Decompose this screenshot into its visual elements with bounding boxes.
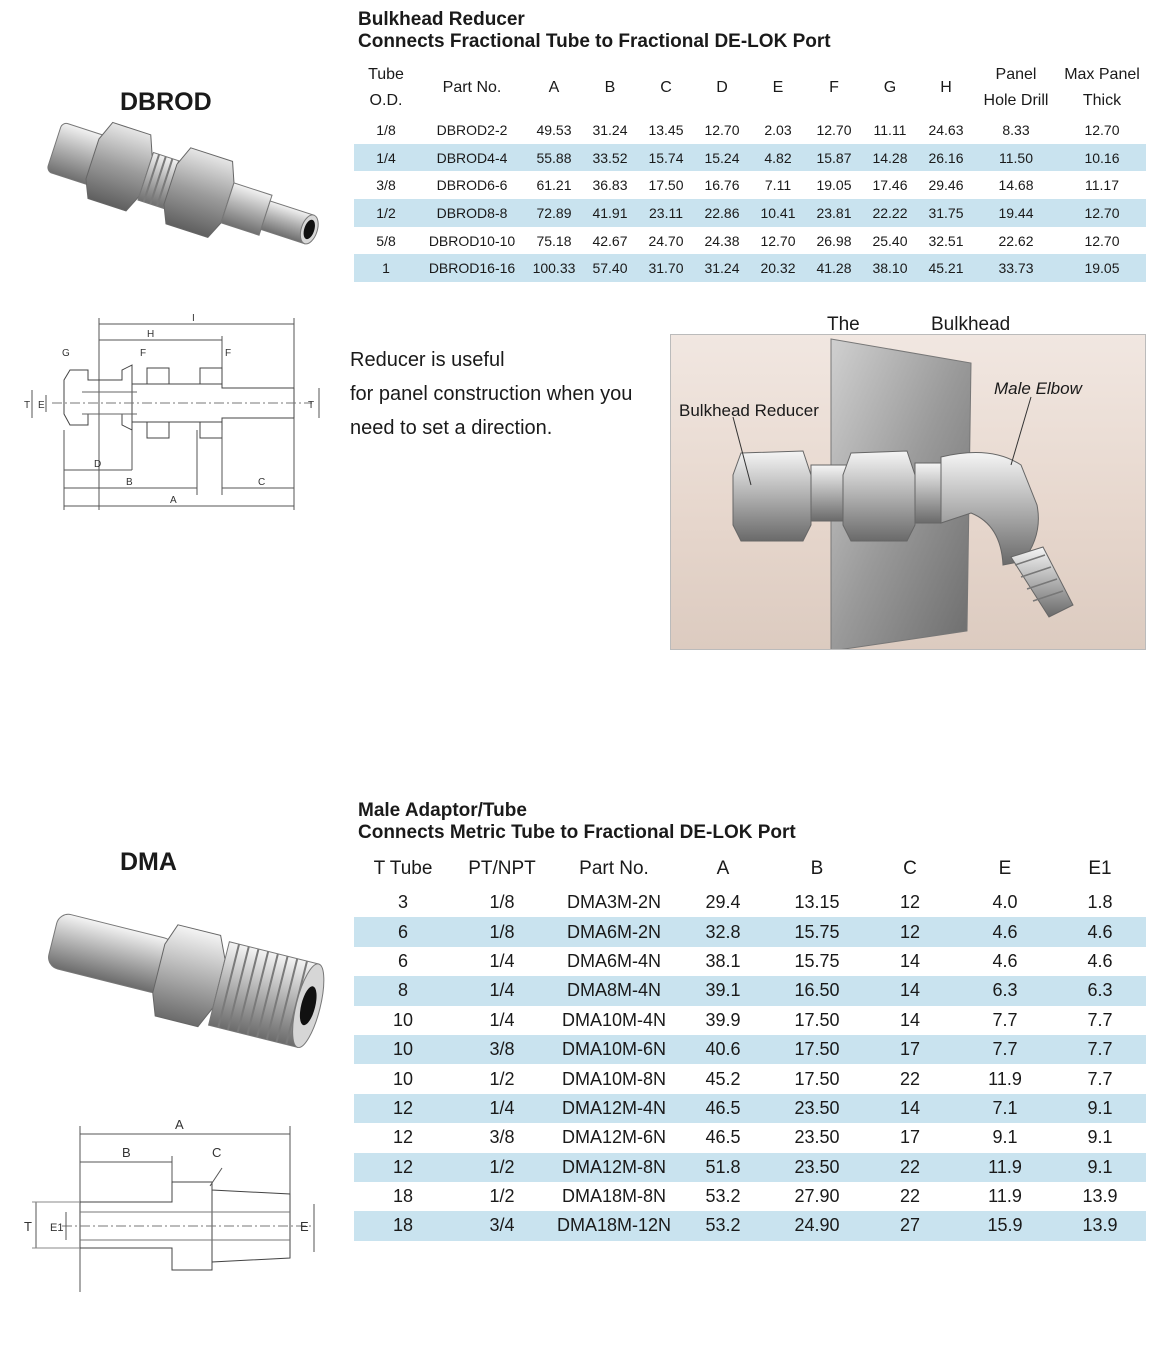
table-cell: DMA12M-6N: [561, 1127, 667, 1148]
table-cell: DMA18M-12N: [552, 1211, 676, 1240]
table-cell: 27.90: [794, 1186, 840, 1207]
table-cell: 4.6: [1087, 950, 1113, 971]
table-cell: 15.74: [638, 144, 694, 172]
table-cell: 75.18: [536, 232, 572, 249]
table-cell: DBROD16-16: [418, 254, 526, 282]
dim-label-f1: F: [140, 348, 147, 359]
table-cell: 13.9: [1082, 1186, 1118, 1207]
table-cell: 16.50: [770, 976, 864, 1005]
table-cell: 12: [354, 1094, 452, 1123]
dma-title: Male Adaptor/Tube: [358, 800, 527, 821]
table-cell: 36.83: [592, 177, 628, 194]
table-cell: 57.40: [582, 254, 638, 282]
table-cell: 15.75: [770, 917, 864, 946]
table-cell: 2.03: [764, 121, 792, 138]
table-cell: 39.9: [705, 1009, 741, 1030]
table-cell: 12.70: [704, 121, 740, 138]
table-cell: 9.1: [1054, 1094, 1146, 1123]
table-cell: 7.11: [764, 177, 792, 194]
table-row: [354, 171, 1146, 199]
table-cell: 1/2: [452, 1153, 552, 1182]
dim-label-b: B: [126, 477, 133, 488]
table-cell: 1/4: [489, 1009, 515, 1030]
table-cell: 100.33: [526, 254, 582, 282]
table-row: [354, 1094, 1146, 1123]
table-cell: 13.9: [1054, 1211, 1146, 1240]
table-cell: 9.1: [1087, 1127, 1113, 1148]
table-cell: 1/2: [489, 1186, 515, 1207]
table-cell: 12: [864, 917, 956, 946]
col-t-tube: T Tube: [373, 858, 433, 879]
table-cell: 19.05: [1058, 254, 1146, 282]
table-cell: 53.2: [676, 1211, 770, 1240]
table-row: [354, 976, 1146, 1005]
dim-label-t-left: T: [24, 400, 31, 411]
table-cell: 17.50: [794, 1009, 840, 1030]
table-cell: 32.51: [928, 232, 964, 249]
table-cell: 45.21: [918, 254, 974, 282]
table-cell: 4.6: [1054, 917, 1146, 946]
table-cell: 31.70: [638, 254, 694, 282]
table-cell: 17.50: [770, 1035, 864, 1064]
table-cell: 12.70: [760, 232, 796, 249]
table-cell: 1/8: [452, 917, 552, 946]
table-cell: 1/2: [489, 1068, 515, 1089]
table-row: [354, 199, 1146, 227]
dim-label-g: G: [62, 348, 70, 359]
col-d: D: [716, 79, 728, 96]
table-cell: 14: [899, 950, 921, 971]
table-cell: 12.70: [1084, 232, 1120, 249]
table-cell: 72.89: [526, 199, 582, 227]
dma-code-label: DMA: [120, 848, 177, 876]
table-cell: 3: [397, 892, 408, 913]
dbrod-header-row: [354, 60, 1146, 116]
photo-caption: [670, 312, 1146, 334]
table-row: [354, 947, 1146, 976]
table-cell: DMA12M-8N: [552, 1153, 676, 1182]
col-a: A: [548, 79, 560, 96]
table-cell: 31.75: [918, 199, 974, 227]
table-cell: 23.50: [770, 1153, 864, 1182]
table-cell: 3/8: [489, 1127, 515, 1148]
table-cell: 6.3: [1054, 976, 1146, 1005]
table-cell: DBROD8-8: [418, 199, 526, 227]
table-cell: 26.98: [816, 232, 852, 249]
table-cell: 13.15: [794, 892, 840, 913]
table-row: [354, 254, 1146, 282]
col-b: B: [604, 79, 616, 96]
table-cell: 17.46: [872, 177, 908, 194]
table-cell: 10.41: [750, 199, 806, 227]
table-cell: 7.7: [992, 1009, 1018, 1030]
col-panel-hole-drill: Panel Hole Drill: [983, 66, 1049, 109]
dbrod-product-photo: [40, 118, 330, 260]
col-h: H: [940, 79, 952, 96]
table-cell: 10: [392, 1068, 414, 1089]
col-c: C: [660, 79, 672, 96]
table-cell: 42.67: [592, 232, 628, 249]
dma-spec-table: [354, 850, 1146, 1241]
table-cell: 49.53: [536, 121, 572, 138]
dbrod-spec-table: [354, 60, 1146, 282]
table-cell: 15.87: [806, 144, 862, 172]
table-cell: 4.0: [992, 892, 1018, 913]
dma-product-photo: [40, 900, 330, 1050]
dim-label-b: B: [122, 1145, 131, 1160]
table-row: [354, 1211, 1146, 1240]
table-cell: DMA18M-8N: [561, 1186, 667, 1207]
table-cell: 7.7: [1087, 1009, 1113, 1030]
table-cell: 15.75: [794, 950, 840, 971]
table-cell: 14: [899, 1009, 921, 1030]
table-cell: DMA12M-4N: [552, 1094, 676, 1123]
table-cell: 3/8: [452, 1035, 552, 1064]
table-cell: 14.28: [862, 144, 918, 172]
table-cell: DMA10M-8N: [561, 1068, 667, 1089]
table-cell: 55.88: [526, 144, 582, 172]
table-row: [354, 1006, 1146, 1035]
col-e: E: [998, 858, 1012, 879]
col-e1: E1: [1088, 858, 1112, 879]
table-cell: 51.8: [676, 1153, 770, 1182]
table-cell: 11.17: [1085, 177, 1119, 194]
dbrod-subtitle: Connects Fractional Tube to Fractional DE-LOK Port: [358, 31, 831, 52]
dim-label-c: C: [212, 1145, 222, 1160]
table-cell: DMA3M-2N: [566, 892, 661, 913]
table-cell: 11.11: [873, 121, 907, 138]
table-cell: DMA6M-2N: [552, 917, 676, 946]
col-b: B: [810, 858, 824, 879]
table-cell: 18: [354, 1211, 452, 1240]
table-cell: DMA10M-4N: [561, 1009, 667, 1030]
table-cell: 40.6: [676, 1035, 770, 1064]
label-male-elbow: Male Elbow: [994, 379, 1082, 398]
table-cell: 1/4: [452, 976, 552, 1005]
table-cell: 29.46: [928, 177, 964, 194]
table-cell: 12.70: [1058, 199, 1146, 227]
table-cell: 9.1: [992, 1127, 1018, 1148]
table-cell: 41.28: [806, 254, 862, 282]
table-row: [354, 1064, 1146, 1093]
table-cell: 16.76: [704, 177, 740, 194]
table-cell: 15.9: [956, 1211, 1054, 1240]
table-cell: 31.24: [694, 254, 750, 282]
col-pt-npt: PT/NPT: [468, 858, 536, 879]
table-cell: 11.9: [988, 1068, 1022, 1089]
table-cell: 23.50: [770, 1094, 864, 1123]
col-g: G: [883, 79, 897, 96]
table-cell: 1/4: [452, 1094, 552, 1123]
table-cell: 14: [864, 1094, 956, 1123]
table-row: [354, 1182, 1146, 1211]
table-row: [354, 116, 1146, 144]
table-row: [354, 144, 1146, 172]
dim-label-e1: E1: [50, 1222, 64, 1234]
table-cell: 3/8: [376, 177, 396, 194]
table-cell: 39.1: [676, 976, 770, 1005]
table-cell: 46.5: [705, 1127, 741, 1148]
table-cell: DBROD4-4: [418, 144, 526, 172]
table-cell: 24.63: [928, 121, 964, 138]
table-cell: 38.1: [705, 950, 741, 971]
table-cell: 22: [899, 1068, 921, 1089]
table-cell: 22.22: [862, 199, 918, 227]
table-cell: 12.70: [1084, 121, 1120, 138]
table-cell: 11.50: [974, 144, 1058, 172]
table-cell: 15.24: [694, 144, 750, 172]
table-cell: 24.38: [704, 232, 740, 249]
description-line-1: Reducer is useful: [350, 349, 505, 371]
table-cell: 32.8: [676, 917, 770, 946]
table-cell: 19.05: [816, 177, 852, 194]
table-cell: 6: [397, 950, 408, 971]
dim-label-t: T: [24, 1219, 32, 1234]
table-cell: 12.70: [816, 121, 852, 138]
table-cell: 1/8: [376, 121, 396, 138]
col-part-no: Part No.: [442, 79, 502, 96]
table-cell: 33.73: [974, 254, 1058, 282]
col-c: C: [903, 858, 917, 879]
table-cell: 9.1: [1054, 1153, 1146, 1182]
table-cell: 22.86: [694, 199, 750, 227]
table-cell: DMA10M-6N: [552, 1035, 676, 1064]
col-f: F: [829, 79, 839, 96]
table-cell: 25.40: [872, 232, 908, 249]
description-line-2: for panel construction when you: [350, 383, 633, 405]
table-cell: 11.9: [956, 1153, 1054, 1182]
table-cell: 23.50: [794, 1127, 840, 1148]
table-cell: 12: [392, 1127, 414, 1148]
table-cell: 23.81: [806, 199, 862, 227]
dim-label-d: D: [94, 459, 102, 470]
dbrod-technical-drawing: [22, 310, 332, 520]
table-cell: 45.2: [705, 1068, 741, 1089]
table-cell: 5/8: [376, 232, 396, 249]
table-cell: DMA8M-4N: [552, 976, 676, 1005]
col-e: E: [772, 79, 784, 96]
table-cell: 1/8: [489, 892, 515, 913]
dim-label-i: I: [192, 313, 195, 324]
table-cell: 61.21: [536, 177, 572, 194]
table-cell: 29.4: [705, 892, 741, 913]
table-cell: 1/4: [489, 950, 515, 971]
table-cell: 14.68: [998, 177, 1034, 194]
dim-label-e: E: [300, 1219, 309, 1234]
table-cell: 19.44: [974, 199, 1058, 227]
table-cell: 12: [354, 1153, 452, 1182]
dim-label-a: A: [170, 495, 177, 506]
table-cell: 33.52: [582, 144, 638, 172]
table-cell: 8.33: [1002, 121, 1030, 138]
dim-label-a: A: [175, 1117, 184, 1132]
dim-label-f2: F: [225, 348, 232, 359]
table-cell: 7.7: [956, 1035, 1054, 1064]
dim-label-h: H: [147, 329, 155, 340]
table-row: [354, 227, 1146, 255]
table-cell: DMA6M-4N: [566, 950, 661, 971]
table-cell: 1/2: [354, 199, 418, 227]
col-max-panel-thick: Max Panel Thick: [1064, 66, 1140, 109]
table-cell: 1: [354, 254, 418, 282]
table-cell: 10: [354, 1035, 452, 1064]
dim-label-t-right: T: [308, 400, 315, 411]
dma-subtitle: Connects Metric Tube to Fractional DE-LOK Port: [358, 822, 796, 843]
table-cell: 6: [354, 917, 452, 946]
table-cell: 10: [392, 1009, 414, 1030]
table-cell: 10.16: [1058, 144, 1146, 172]
table-cell: 7.7: [1087, 1068, 1113, 1089]
description-line-3: need to set a direction.: [350, 417, 553, 439]
table-cell: 22.62: [998, 232, 1034, 249]
dim-label-c: C: [258, 477, 266, 488]
table-row: [354, 917, 1146, 946]
table-cell: 1.8: [1087, 892, 1113, 913]
table-cell: 24.90: [770, 1211, 864, 1240]
dbrod-code-label: DBROD: [120, 88, 212, 116]
table-cell: 17: [899, 1127, 921, 1148]
table-row: [354, 1123, 1146, 1152]
table-cell: 46.5: [676, 1094, 770, 1123]
table-cell: 1/4: [354, 144, 418, 172]
table-cell: 22: [864, 1153, 956, 1182]
application-photo: [670, 334, 1146, 650]
col-part-no: Part No.: [579, 858, 649, 879]
table-cell: DBROD2-2: [436, 121, 508, 138]
dma-technical-drawing: [22, 1112, 332, 1302]
table-cell: 4.6: [956, 917, 1054, 946]
table-cell: 17.50: [648, 177, 684, 194]
dma-header-row: [354, 850, 1146, 888]
photo-caption-word-1: The: [827, 314, 860, 334]
col-tube-od: Tube O.D.: [368, 66, 404, 109]
table-cell: 26.16: [918, 144, 974, 172]
table-cell: DBROD6-6: [436, 177, 508, 194]
dim-label-e: E: [38, 400, 45, 411]
table-cell: 3/4: [452, 1211, 552, 1240]
dbrod-title: Bulkhead Reducer: [358, 9, 525, 30]
table-cell: 24.70: [648, 232, 684, 249]
table-cell: 22: [899, 1186, 921, 1207]
table-cell: 38.10: [862, 254, 918, 282]
dbrod-description: [350, 343, 632, 445]
table-cell: 20.32: [750, 254, 806, 282]
table-cell: 18: [392, 1186, 414, 1207]
table-cell: 8: [354, 976, 452, 1005]
table-cell: 14: [864, 976, 956, 1005]
table-cell: 41.91: [582, 199, 638, 227]
table-row: [354, 888, 1146, 917]
table-cell: 6.3: [956, 976, 1054, 1005]
table-cell: 12: [899, 892, 921, 913]
table-cell: 4.6: [992, 950, 1018, 971]
table-cell: 11.9: [988, 1186, 1022, 1207]
table-cell: 17: [864, 1035, 956, 1064]
table-cell: 13.45: [648, 121, 684, 138]
col-a: A: [716, 858, 730, 879]
table-cell: 27: [864, 1211, 956, 1240]
table-cell: DBROD10-10: [428, 232, 516, 249]
table-cell: 17.50: [794, 1068, 840, 1089]
table-cell: 7.1: [956, 1094, 1054, 1123]
table-cell: 4.82: [750, 144, 806, 172]
table-cell: 31.24: [592, 121, 628, 138]
photo-caption-word-2: Bulkhead: [931, 314, 1011, 334]
label-bulkhead-reducer: Bulkhead Reducer: [679, 401, 819, 420]
table-row: [354, 1153, 1146, 1182]
table-row: [354, 1035, 1146, 1064]
table-cell: 7.7: [1054, 1035, 1146, 1064]
table-cell: 23.11: [638, 199, 694, 227]
table-cell: 53.2: [705, 1186, 741, 1207]
